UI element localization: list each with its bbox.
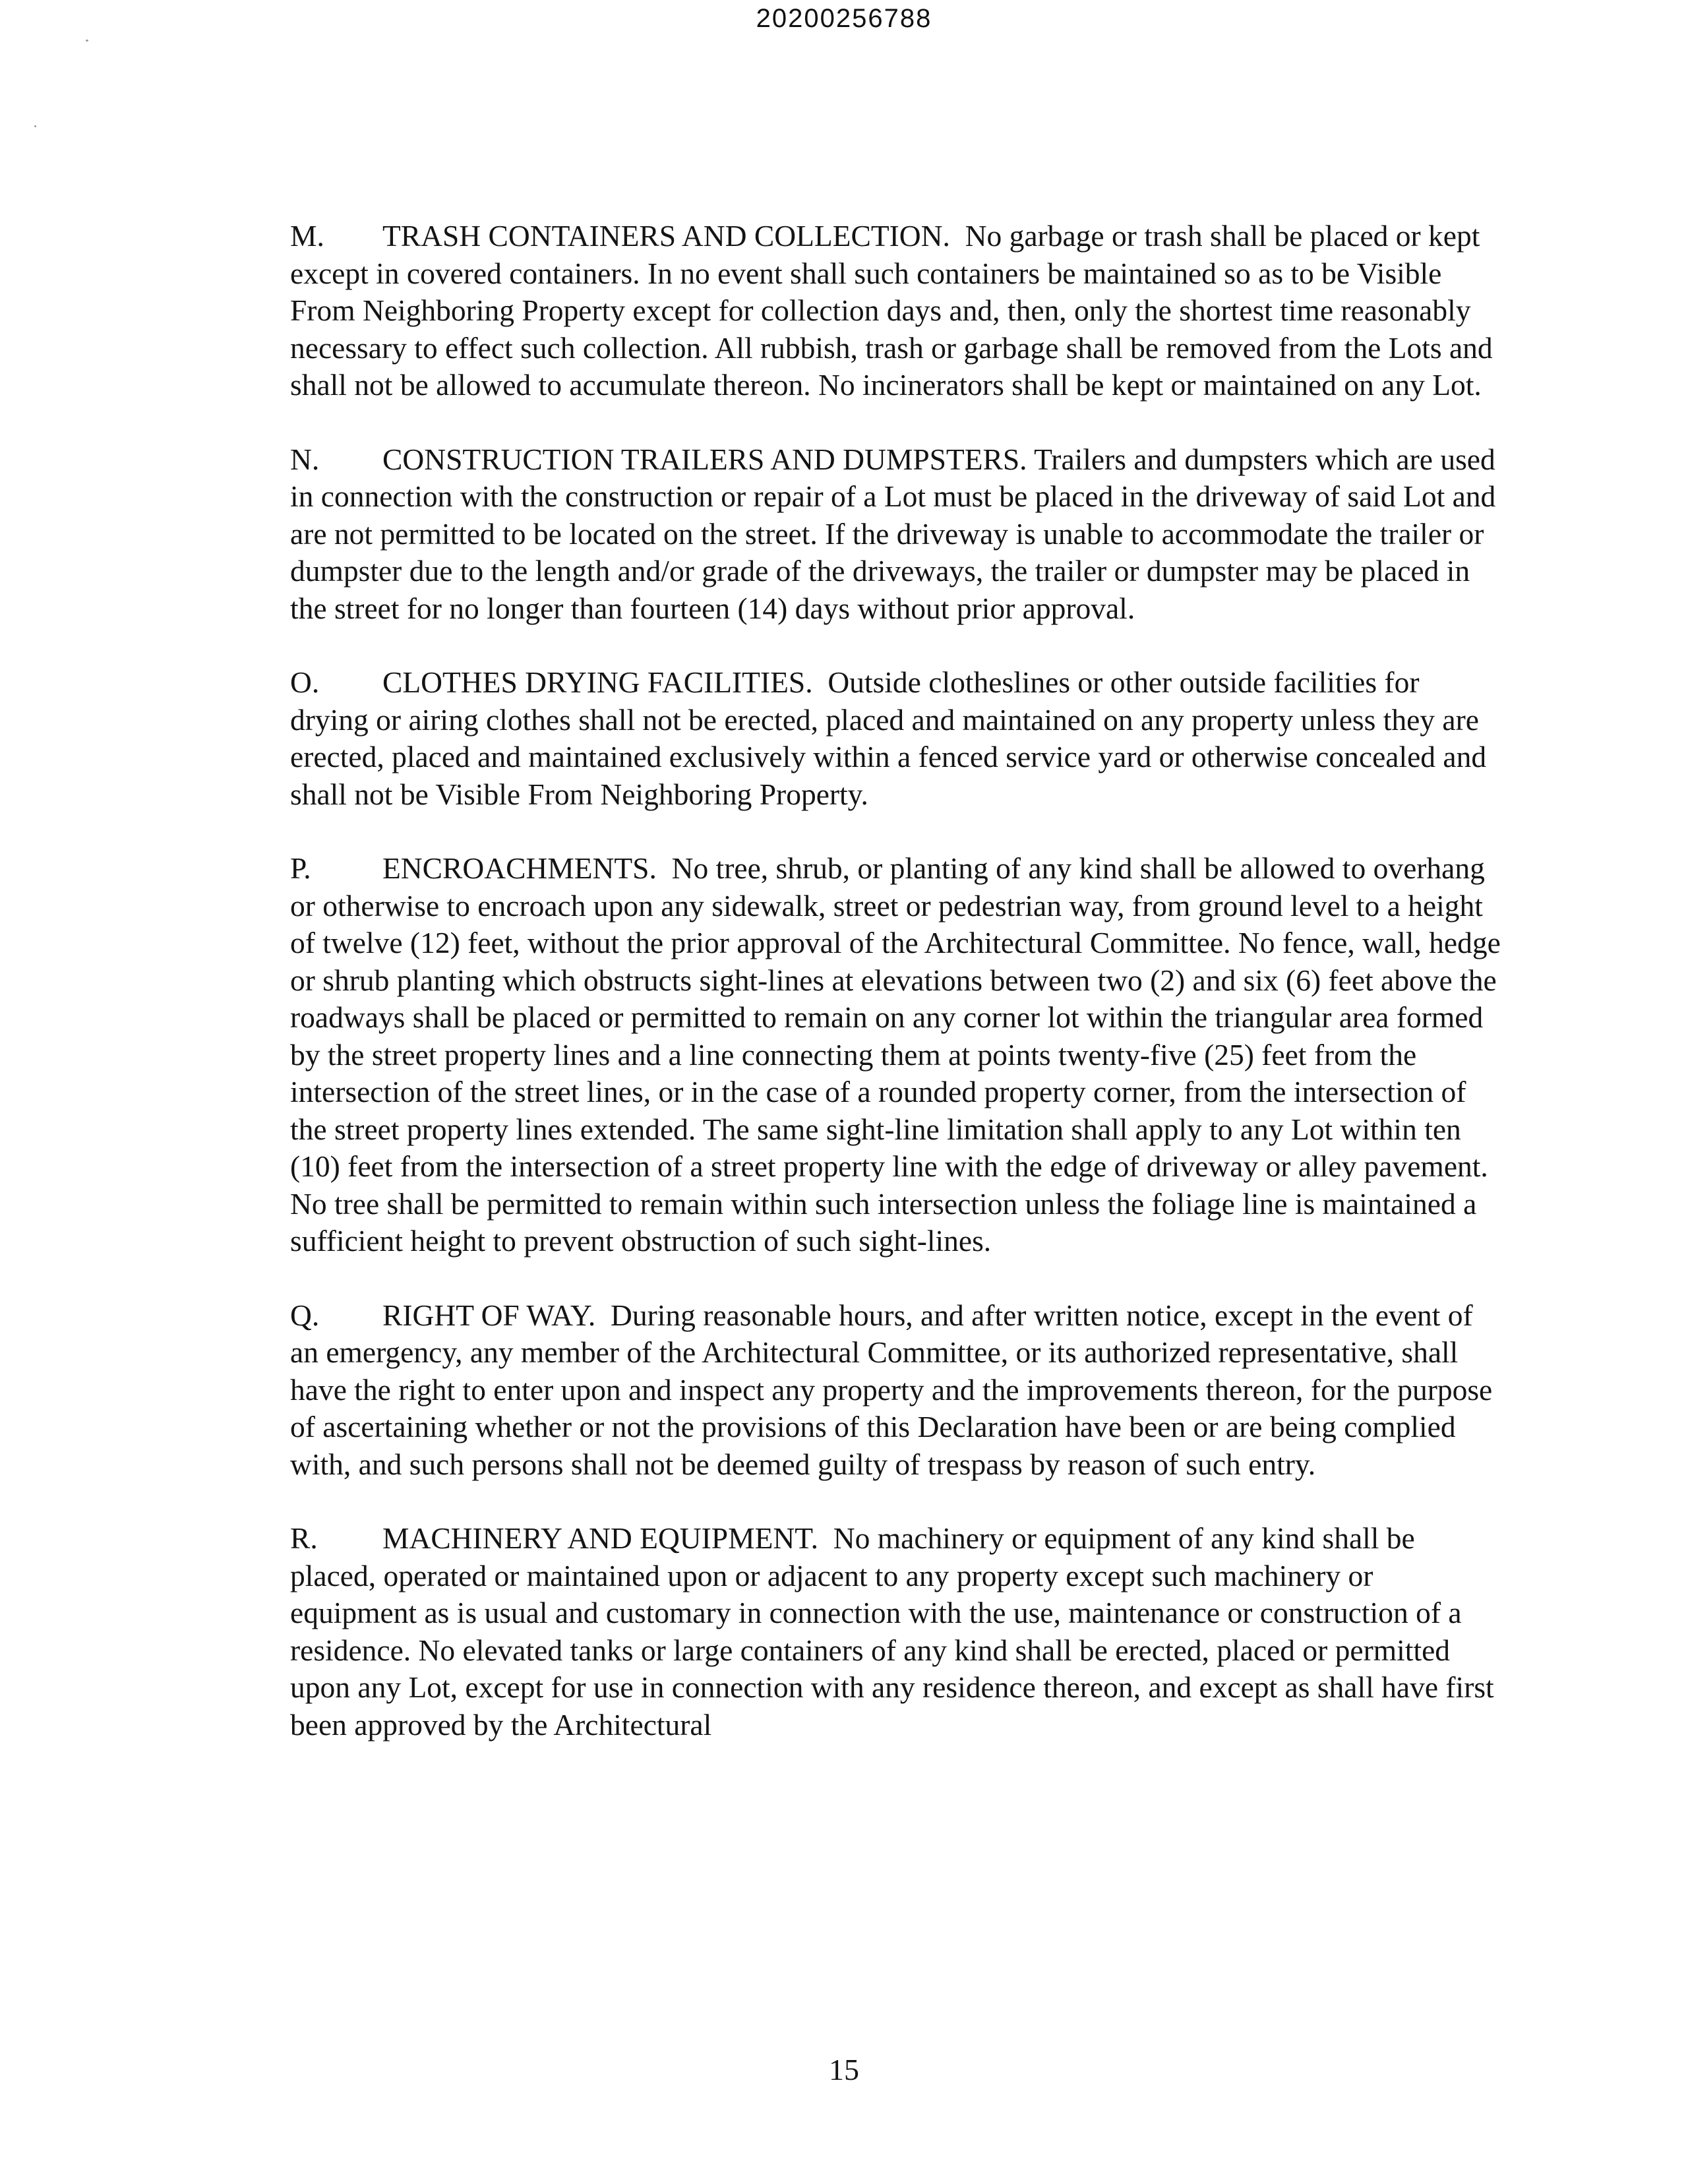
section-p [290, 850, 1503, 1260]
section-q [290, 1297, 1503, 1484]
section-text: No machinery or equipment of any kind shall be placed, operated or maintained upon or adjacent to any property except such machinery or equipment as is usual and customary in connection with the use, maintenance or construction of a residence. No elevated tanks or large containers of any kind shall be erected, placed or permitted upon any Lot, except for use in connection with any residence thereon, and except as shall have first been approved by the Architectural [290, 1521, 1494, 1742]
section-letter: O. [290, 665, 320, 699]
document-body [290, 218, 1503, 1780]
scan-speck [86, 40, 88, 42]
section-letter: Q. [290, 1298, 320, 1332]
section-heading: RIGHT OF WAY. [382, 1298, 596, 1332]
section-heading: CONSTRUCTION TRAILERS AND DUMPSTERS. [382, 442, 1027, 476]
section-letter: N. [290, 442, 320, 476]
section-letter: R. [290, 1521, 318, 1555]
section-r [290, 1520, 1503, 1744]
section-o [290, 664, 1503, 813]
section-heading: ENCROACHMENTS. [382, 851, 657, 885]
section-heading: CLOTHES DRYING FACILITIES. [382, 665, 813, 699]
document-number: 20200256788 [756, 4, 932, 33]
page-number: 15 [829, 2053, 859, 2086]
section-text: No tree, shrub, or planting of any kind shall be allowed to overhang or otherwise to encroach upon any sidewalk, street or pedestrian way, from ground level to a height of twelve (12) feet, without the prior approval of the Architectural Committee. No fence, wall, hedge or shrub planting which obstructs sight-lines at elevations between two (2) and six (6) feet above the roadways shall be placed or permitted to remain on any corner lot within the triangular area formed by the street property lines and a line connecting them at points twenty-five (25) feet from the intersection of the street lines, or in the case of a rounded property corner, from the intersection of the street property lines extended. The same sight-line limitation shall apply to any Lot within ten (10) feet from the intersection of a street property line with the edge of driveway or alley pavement. No tree shall be permitted to remain within such intersection unless the foliage line is maintained a sufficient height to prevent obstruction of such sight-lines. [290, 851, 1501, 1258]
section-n [290, 441, 1503, 628]
section-letter: M. [290, 219, 324, 253]
section-text: Outside clotheslines or other outside facilities for drying or airing clothes shall not be erected, placed and maintained on any property unless they are erected, placed and maintained exclusively within a fenced service yard or otherwise concealed and shall not be Visible From Neighboring Property. [290, 665, 1487, 811]
section-text: Trailers and dumpsters which are used in connection with the construction or repair of a Lot must be placed in the driveway of said Lot and are not permitted to be located on the street. If the driveway is unable to accommodate the trailer or dumpster due to the length and/or grade of the driveways, the trailer or dumpster may be placed in the street for no longer than fourteen (14) days without prior approval. [290, 442, 1496, 625]
scan-speck [34, 125, 36, 127]
section-text: During reasonable hours, and after written notice, except in the event of an emergency, any member of the Architectural Committee, or its authorized representative, shall have the right to enter upon and inspect any property and the improvements thereon, for the purpose of ascertaining whether or not the provisions of this Declaration have been or are being complied with, and such persons shall not be deemed guilty of trespass by reason of such entry. [290, 1298, 1493, 1481]
section-heading: MACHINERY AND EQUIPMENT. [382, 1521, 819, 1555]
section-heading: TRASH CONTAINERS AND COLLECTION. [382, 219, 950, 253]
section-text: No garbage or trash shall be placed or kept except in covered containers. In no event shall such containers be maintained so as to be Visible From Neighboring Property except for collection days and, then, only the shortest time reasonably necessary to effect such collection. All rubbish, trash or garbage shall be removed from the Lots and shall not be allowed to accumulate thereon. No incinerators shall be kept or maintained on any Lot. [290, 219, 1493, 402]
section-m [290, 218, 1503, 404]
section-letter: P. [290, 851, 311, 885]
